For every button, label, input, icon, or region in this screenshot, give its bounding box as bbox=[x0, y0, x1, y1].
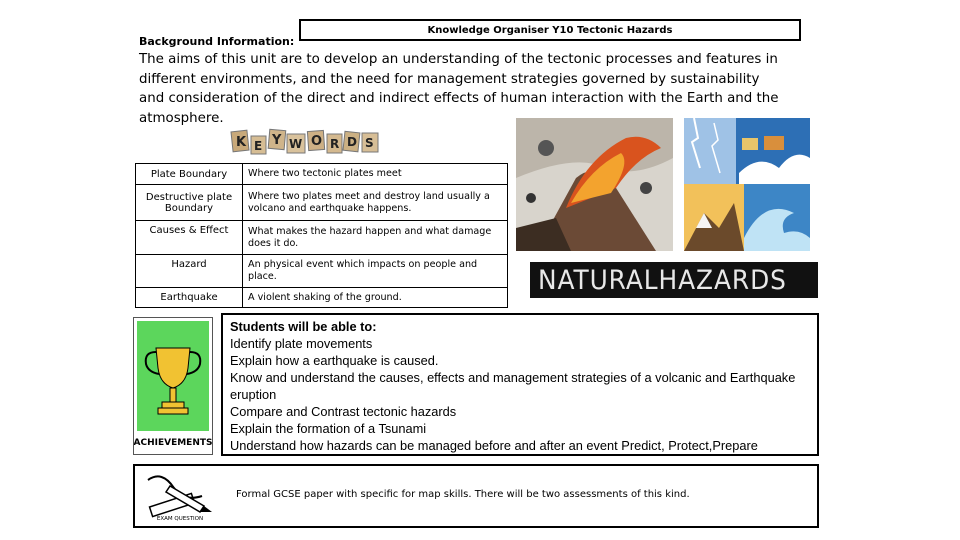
volcano-illustration bbox=[516, 118, 673, 251]
keyword-term: Plate Boundary bbox=[136, 164, 243, 185]
table-row bbox=[136, 164, 508, 185]
exam-description: Formal GCSE paper with specific for map skills. There will be two assessments of this kind. bbox=[236, 489, 690, 500]
kw-letter-5: O bbox=[311, 134, 323, 149]
objective-item: Understand how hazards can be managed before and after an event Predict, Protect,Prepare bbox=[230, 438, 758, 453]
kw-letter-1: K bbox=[236, 135, 247, 150]
objective-item: Explain the formation of a Tsunami bbox=[230, 421, 427, 436]
kw-letter-6: R bbox=[330, 137, 340, 151]
learning-objectives-box bbox=[221, 313, 819, 456]
kw-letter-4: W bbox=[289, 137, 303, 151]
keyword-definition: Where two plates meet and destroy land usually a volcano and earthquake happens. bbox=[243, 185, 508, 221]
background-label: Background Information: bbox=[139, 35, 295, 48]
achievements-label: ACHIEVEMENTS bbox=[134, 438, 212, 448]
table-row bbox=[136, 255, 508, 288]
kw-letter-3: Y bbox=[272, 133, 282, 148]
achievements-badge bbox=[133, 317, 213, 455]
keyword-definition: A violent shaking of the ground. bbox=[243, 288, 508, 308]
keyword-definition: Where two tectonic plates meet bbox=[243, 164, 508, 185]
kw-letter-7: D bbox=[347, 135, 357, 149]
trophy-icon bbox=[134, 318, 212, 454]
natural-hazards-banner bbox=[530, 262, 818, 298]
table-row bbox=[136, 185, 508, 221]
exam-icon-label: EXAM QUESTION bbox=[156, 516, 204, 522]
keyword-term: Hazard bbox=[136, 255, 243, 288]
kw-letter-8: S bbox=[365, 136, 374, 150]
kw-letter-2: E bbox=[254, 139, 263, 153]
objective-item: Identify plate movements bbox=[230, 336, 373, 351]
keyword-definition: An physical event which impacts on people and place. bbox=[243, 255, 508, 288]
keyword-term: Destructive plate Boundary bbox=[136, 185, 243, 221]
table-row bbox=[136, 221, 508, 255]
exam-pencil-icon bbox=[140, 466, 220, 526]
table-row bbox=[136, 288, 508, 308]
keywords-table bbox=[135, 163, 508, 308]
keyword-term: Earthquake bbox=[136, 288, 243, 308]
objective-item: Explain how a earthquake is caused. bbox=[230, 353, 439, 368]
page-title: Knowledge Organiser Y10 Tectonic Hazards bbox=[299, 19, 801, 41]
hazard-collage-illustration bbox=[684, 118, 810, 251]
natural-hazards-text: NATURALHAZARDS bbox=[538, 265, 787, 296]
background-text: The aims of this unit are to develop an understanding of the tectonic processes and features in different environments, and the need for management strategies governed by sustainability and consideration of the direct and indirect effects of human interaction with the Earth and the atmosphere. bbox=[139, 52, 779, 126]
keyword-term: Causes & Effect bbox=[136, 221, 243, 255]
keyword-definition: What makes the hazard happen and what damage does it do. bbox=[243, 221, 508, 255]
objective-item: Know and understand the causes, effects and management strategies of a volcanic and Earthquake eruption bbox=[230, 370, 796, 402]
keywords-banner bbox=[230, 128, 382, 156]
objective-item: Compare and Contrast tectonic hazards bbox=[230, 404, 457, 419]
objectives-heading: Students will be able to: bbox=[230, 319, 377, 334]
